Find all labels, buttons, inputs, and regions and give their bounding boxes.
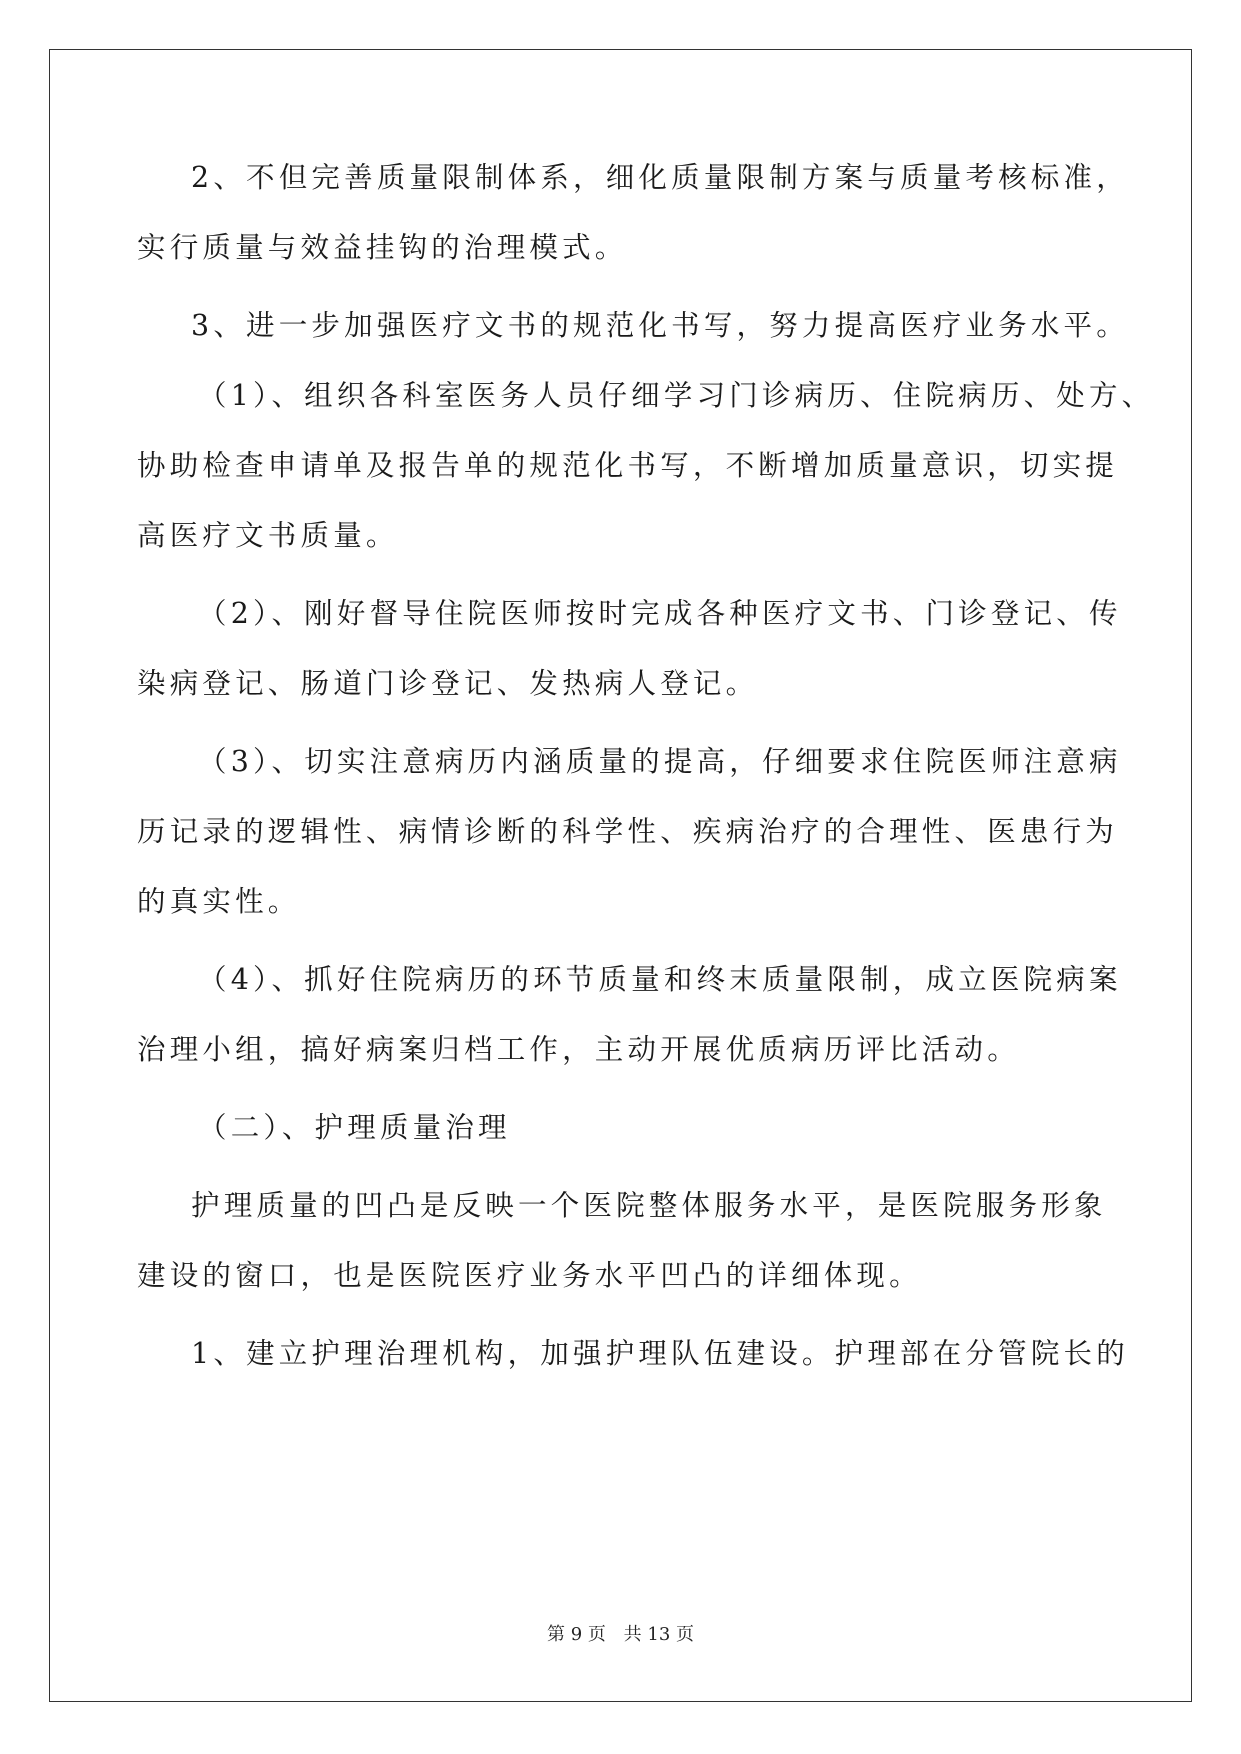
paragraph-line: （4）、抓好住院病历的环节质量和终末质量限制，成立医院病案 xyxy=(198,963,1122,996)
paragraph-line: （2）、刚好督导住院医师按时完成各种医疗文书、门诊登记、传 xyxy=(198,597,1122,630)
paragraph-line: 历记录的逻辑性、病情诊断的科学性、疾病治疗的合理性、医患行为 xyxy=(137,815,1119,848)
paragraph-line: 3、进一步加强医疗文书的规范化书写，努力提高医疗业务水平。 xyxy=(191,309,1129,342)
paragraph-line: 护理质量的凹凸是反映一个医院整体服务水平，是医院服务形象 xyxy=(191,1189,1107,1222)
paragraph-line: 2、不但完善质量限制体系，细化质量限制方案与质量考核标准， xyxy=(191,161,1129,194)
page-total: 共 13 页 xyxy=(623,1624,694,1645)
paragraph-line: （3）、切实注意病历内涵质量的提高，仔细要求住院医师注意病 xyxy=(198,745,1122,778)
paragraph-line: 实行质量与效益挂钩的治理模式。 xyxy=(137,231,628,264)
paragraph-line: 1、建立护理治理机构，加强护理队伍建设。护理部在分管院长的 xyxy=(191,1337,1129,1370)
paragraph-line: （1）、组织各科室医务人员仔细学习门诊病历、住院病历、处方、 xyxy=(198,379,1155,412)
paragraph-line: 高医疗文书质量。 xyxy=(137,519,399,552)
paragraph-line: 治理小组，搞好病案归档工作，主动开展优质病历评比活动。 xyxy=(137,1033,1020,1066)
paragraph-line: 染病登记、肠道门诊登记、发热病人登记。 xyxy=(137,667,759,700)
section-heading: （二）、护理质量治理 xyxy=(198,1111,511,1144)
paragraph-line: 的真实性。 xyxy=(137,885,301,918)
page-footer xyxy=(0,1620,1241,1646)
page-border xyxy=(49,49,1192,1702)
paragraph-line: 建设的窗口，也是医院医疗业务水平凹凸的详细体现。 xyxy=(137,1259,922,1292)
page-number: 第 9 页 xyxy=(547,1624,606,1645)
paragraph-line: 协助检查申请单及报告单的规范化书写，不断增加质量意识，切实提 xyxy=(137,449,1119,482)
